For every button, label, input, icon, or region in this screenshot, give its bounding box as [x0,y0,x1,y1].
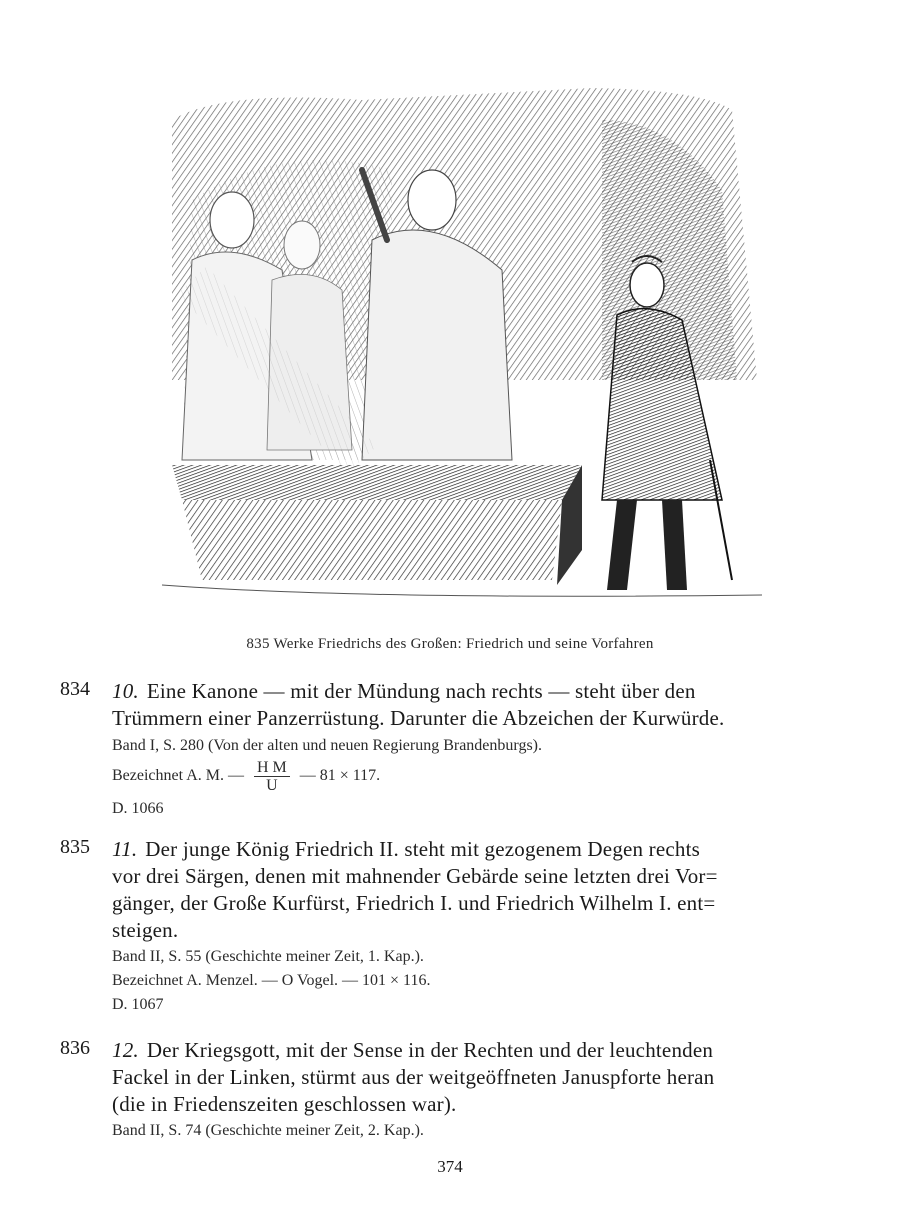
figure-caption: 835 Werke Friedrichs des Großen: Friedrich und seine Vorfahren [246,636,654,652]
catalog-entry [60,678,840,820]
entry-number: 836 [60,1037,90,1059]
band-reference: Band I, S. 280 (Von der alten und neuen Regierung Brandenburgs). [112,737,542,754]
d-number: D. 1067 [112,996,164,1013]
signature-line: Bezeichnet A. M. — $\frac{\text{H M}}{U}$ — 81 × 117. [112,759,381,794]
entry-number: 834 [60,678,90,700]
catalog-entry [60,836,840,1016]
signature-line: Bezeichnet A. Menzel. — O Vogel. — 101 × 116. [112,972,431,989]
engraving-illustration [162,80,762,610]
band-reference: Band II, S. 74 (Geschichte meiner Zeit, 2. Kap.). [112,1122,424,1139]
plate-number: 11. [112,837,138,861]
page-number: 374 [437,1157,463,1176]
catalog-entry [60,1037,840,1142]
plate-number: 10. [112,679,139,703]
entry-description: 10. Eine Kanone — mit der Mündung nach rechts — steht über den Trümmern einer Panzerrüstung. Darunter die Abzeichen der Kurwürde. [112,679,725,730]
entry-description: 11. Der junge König Friedrich II. steht mit gezogenem Degen rechts vor drei Särgen, denen mit mahnender Gebärde seine letzten drei Vor= gänger, der Große Kurfürst, Friedrich I. und Friedrich Wilhelm I. ent= steigen. [112,837,718,942]
entry-number: 835 [60,836,90,858]
entry-description: 12. Der Kriegsgott, mit der Sense in der Rechten und der leuchtenden Fackel in der Linken, stürmt aus der weitgeöffneten Januspforte heran (die in Friedenszeiten geschlossen war). [112,1038,715,1116]
band-reference: Band II, S. 55 (Geschichte meiner Zeit, 1. Kap.). [112,948,424,965]
d-number: D. 1066 [112,800,164,817]
plate-number: 12. [112,1038,139,1062]
monogram-fraction: $\frac{\text{H M}}{U}$ [254,759,290,794]
